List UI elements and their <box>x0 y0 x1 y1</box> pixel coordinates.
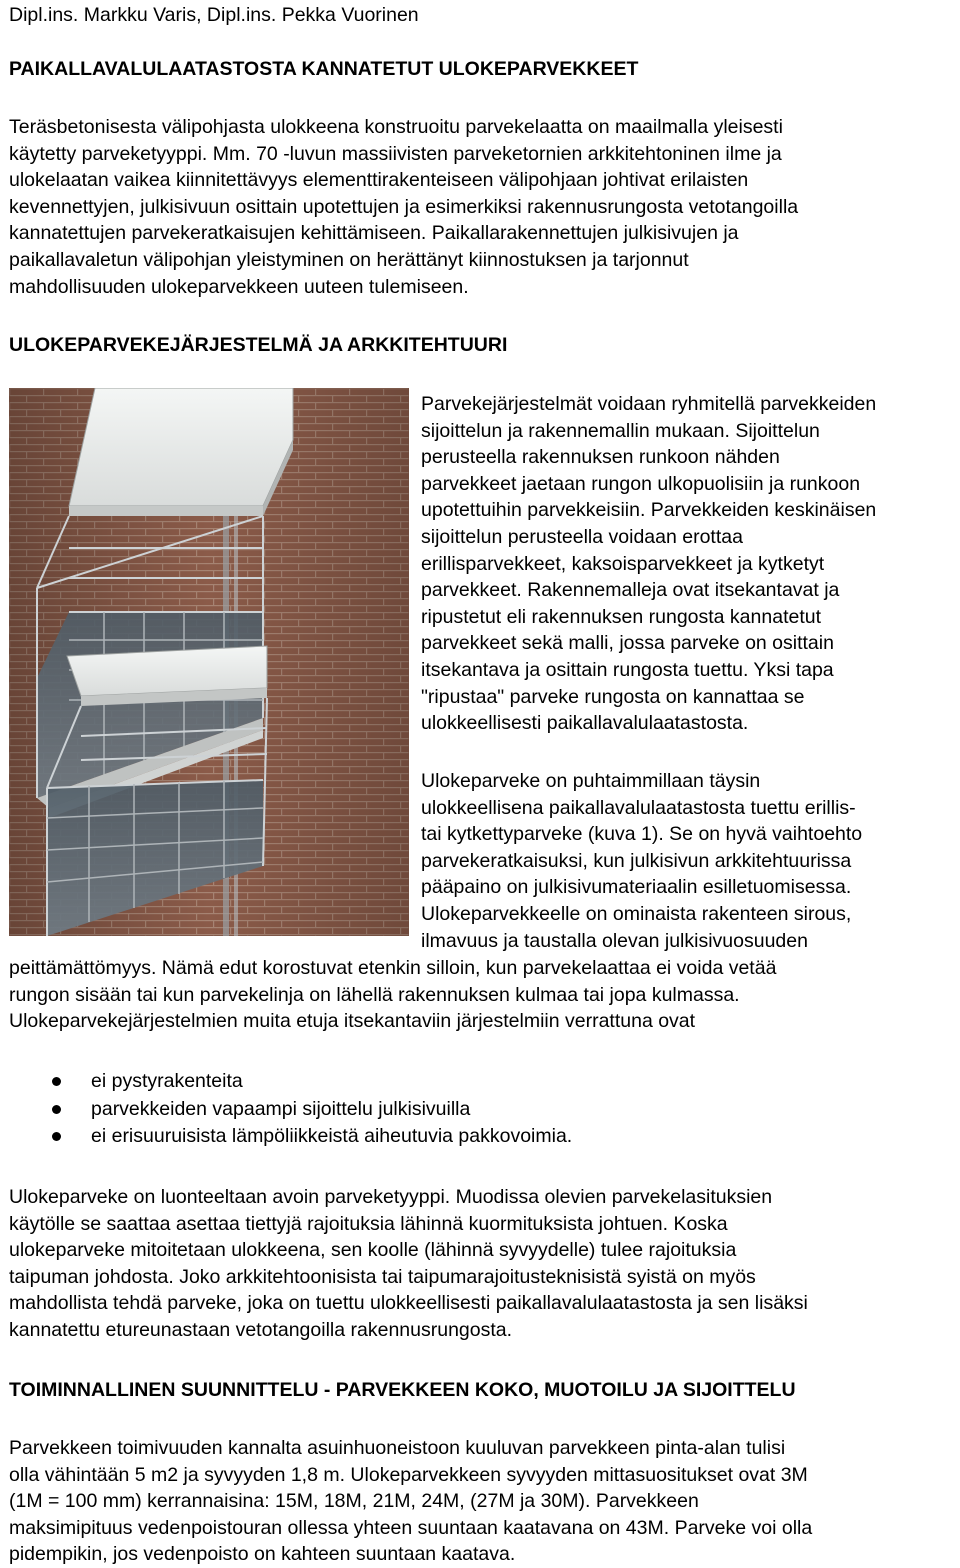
section-heading-architecture: ULOKEPARVEKEJÄRJESTELMÄ JA ARKKITEHTUURI <box>9 334 508 356</box>
intro-paragraph <box>9 114 954 300</box>
authors-line: Dipl.ins. Markku Varis, Dipl.ins. Pekka Vuorinen <box>9 4 419 26</box>
paragraph-continuation <box>9 955 954 1035</box>
text-line: käytetty parveketyyppi. Mm. 70 -luvun massiivisten parveketornien arkkitehtoninen ilme ja <box>9 142 782 165</box>
paragraph-open-type <box>9 1184 954 1344</box>
text-line: Ulokeparveke on luonteeltaan avoin parveketyyppi. Muodissa olevien parvekelasituksien <box>9 1186 773 1208</box>
text-line: ripustetut eli rakennuksen rungosta kannatetut <box>421 605 822 628</box>
side-paragraph-systems <box>421 391 960 737</box>
list-item-text: ei erisuuruisista lämpöliikkeistä aiheutuvia pakkovoimia. <box>91 1125 573 1147</box>
text-line: mahdollisuuden ulokeparvekkeen uuteen tulemiseen. <box>9 275 469 298</box>
text-line: Ulokeparvekkeelle on ominaista rakenteen sirous, <box>421 902 852 925</box>
text-line: (1M = 100 mm) kerrannaisina: 15M, 18M, 21M, 24M, (27M ja 30M). Parvekkeen <box>9 1490 699 1513</box>
text-line: perusteella rakennuksen runkoon nähden <box>421 446 780 469</box>
text-line: kevennettyjen, julkisivuun osittain upotettujen ja esimerkiksi rakennusrungosta vetotangoilla <box>9 195 799 218</box>
list-item-text: parvekkeiden vapaampi sijoittelu julkisivuilla <box>91 1097 471 1120</box>
text-line: "ripustaa" parveke rungosta on kannattaa se <box>421 685 805 708</box>
text-line: parvekkeet jaetaan rungon ulkopuolisiin ja runkoon <box>421 472 861 495</box>
balcony-photo <box>9 388 409 936</box>
text-line: ulokelaatan vaikea kiinnitettävyys elementtirakenteiseen välipohjaan johtivat erilaisten <box>9 169 749 192</box>
bullet-icon <box>52 1132 61 1141</box>
text-line: pidempikin, jos vedenpoisto on kahteen suuntaan kaatava. <box>9 1543 516 1566</box>
text-line: maksimipituus vedenpoistouran ollessa yhteen suuntaan kaatavana on 43M. Parveke voi olla <box>9 1516 813 1539</box>
text-line: Teräsbetonisesta välipohjasta ulokkeena konstruoitu parvekelaatta on maailmalla yleisesti <box>9 116 783 138</box>
text-line: erillisparvekkeet, kaksoisparvekkeet ja kytketyt <box>421 552 825 575</box>
side-paragraph-cantilever <box>421 768 960 954</box>
text-line: ulokkeellisena paikallavalulaatastosta tuettu erillis- <box>421 796 856 819</box>
advantages-list <box>9 1068 572 1151</box>
text-line: olla vähintään 5 m2 ja syvyyden 1,8 m. Ulokeparvekkeen syvyyden mittasuositukset ovat 3M <box>9 1463 808 1486</box>
text-line: sijoittelun ja rakennemallin mukaan. Sijoittelun <box>421 419 820 442</box>
text-line: mahdollista tehdä parveke, joka on tuettu ulokkeellisesti paikallavalulaatastosta ja sen lisäksi <box>9 1292 808 1315</box>
text-line: rungon sisään tai kun parvekelinja on lähellä rakennuksen kulmaa tai jopa kulmassa. <box>9 983 740 1006</box>
list-item <box>9 1068 572 1096</box>
balcony-illustration <box>9 388 409 936</box>
text-line: Ulokeparvekejärjestelmien muita etuja itsekantaviin järjestelmiin verrattuna ovat <box>9 1010 696 1033</box>
text-line: Ulokeparveke on puhtaimmillaan täysin <box>421 770 761 792</box>
text-line: pääpaino on julkisivumateriaalin esilletuomisessa. <box>421 876 852 899</box>
paragraph-size <box>9 1435 954 1568</box>
text-line: upotettuihin parvekkeisiin. Parvekkeiden keskinäisen <box>421 499 877 522</box>
text-line: tai kytkettyparveke (kuva 1). Se on hyvä vaihtoehto <box>421 823 863 846</box>
list-item <box>9 1123 572 1151</box>
text-line: itsekantava ja osittain rungosta tuettu. Yksi tapa <box>421 658 834 681</box>
document-title: PAIKALLAVALULAATASTOSTA KANNATETUT ULOKEPARVEKKEET <box>9 58 639 80</box>
text-line: ilmavuus ja taustalla olevan julkisivuosuuden <box>421 929 808 952</box>
text-line: kannatettujen parvekeratkaisujen kehittämiseen. Paikallarakennettujen julkisivujen ja <box>9 222 739 245</box>
text-line: kannatettu etureunastaan vetotangoilla rakennusrungosta. <box>9 1318 513 1341</box>
list-item <box>9 1096 572 1124</box>
list-item-text: ei pystyrakenteita <box>91 1070 243 1092</box>
text-line: Parvekejärjestelmät voidaan ryhmitellä parvekkeiden <box>421 393 877 415</box>
text-line: ulokeparveke mitoitetaan ulokkeena, sen koolle (lähinnä syvyydelle) tulee rajoituksia <box>9 1239 737 1262</box>
bullet-icon <box>52 1105 61 1114</box>
text-line: käytölle se saattaa asettaa tiettyjä rajoituksia lähinnä kuormituksista johtuen. Koska <box>9 1212 728 1235</box>
text-line: parvekkeet sekä malli, jossa parveke on osittain <box>421 632 834 655</box>
section-heading-functional-design: TOIMINNALLINEN SUUNNITTELU - PARVEKKEEN KOKO, MUOTOILU JA SIJOITTELU <box>9 1379 796 1401</box>
text-line: sijoittelun perusteella voidaan erottaa <box>421 525 743 548</box>
text-line: peittämättömyys. Nämä edut korostuvat etenkin silloin, kun parvekelaattaa ei voida vetää <box>9 957 777 979</box>
text-line: parvekkeet. Rakennemalleja ovat itsekantavat ja <box>421 579 840 602</box>
text-line: paikallavaletun välipohjan yleistyminen on herättänyt kiinnostuksen ja tarjonnut <box>9 248 689 271</box>
text-line: Parvekkeen toimivuuden kannalta asuinhuoneistoon kuuluvan parvekkeen pinta-alan tulisi <box>9 1437 786 1459</box>
bullet-icon <box>52 1077 61 1086</box>
text-line: ulokkeellisesti paikallavalulaatastosta. <box>421 712 749 735</box>
text-line: taipuman johdosta. Joko arkkitehtoonisista tai taipumarajoitusteknisistä syistä on myös <box>9 1265 756 1288</box>
text-line: parvekeratkaisuksi, kun julkisivun arkkitehtuurissa <box>421 849 852 872</box>
